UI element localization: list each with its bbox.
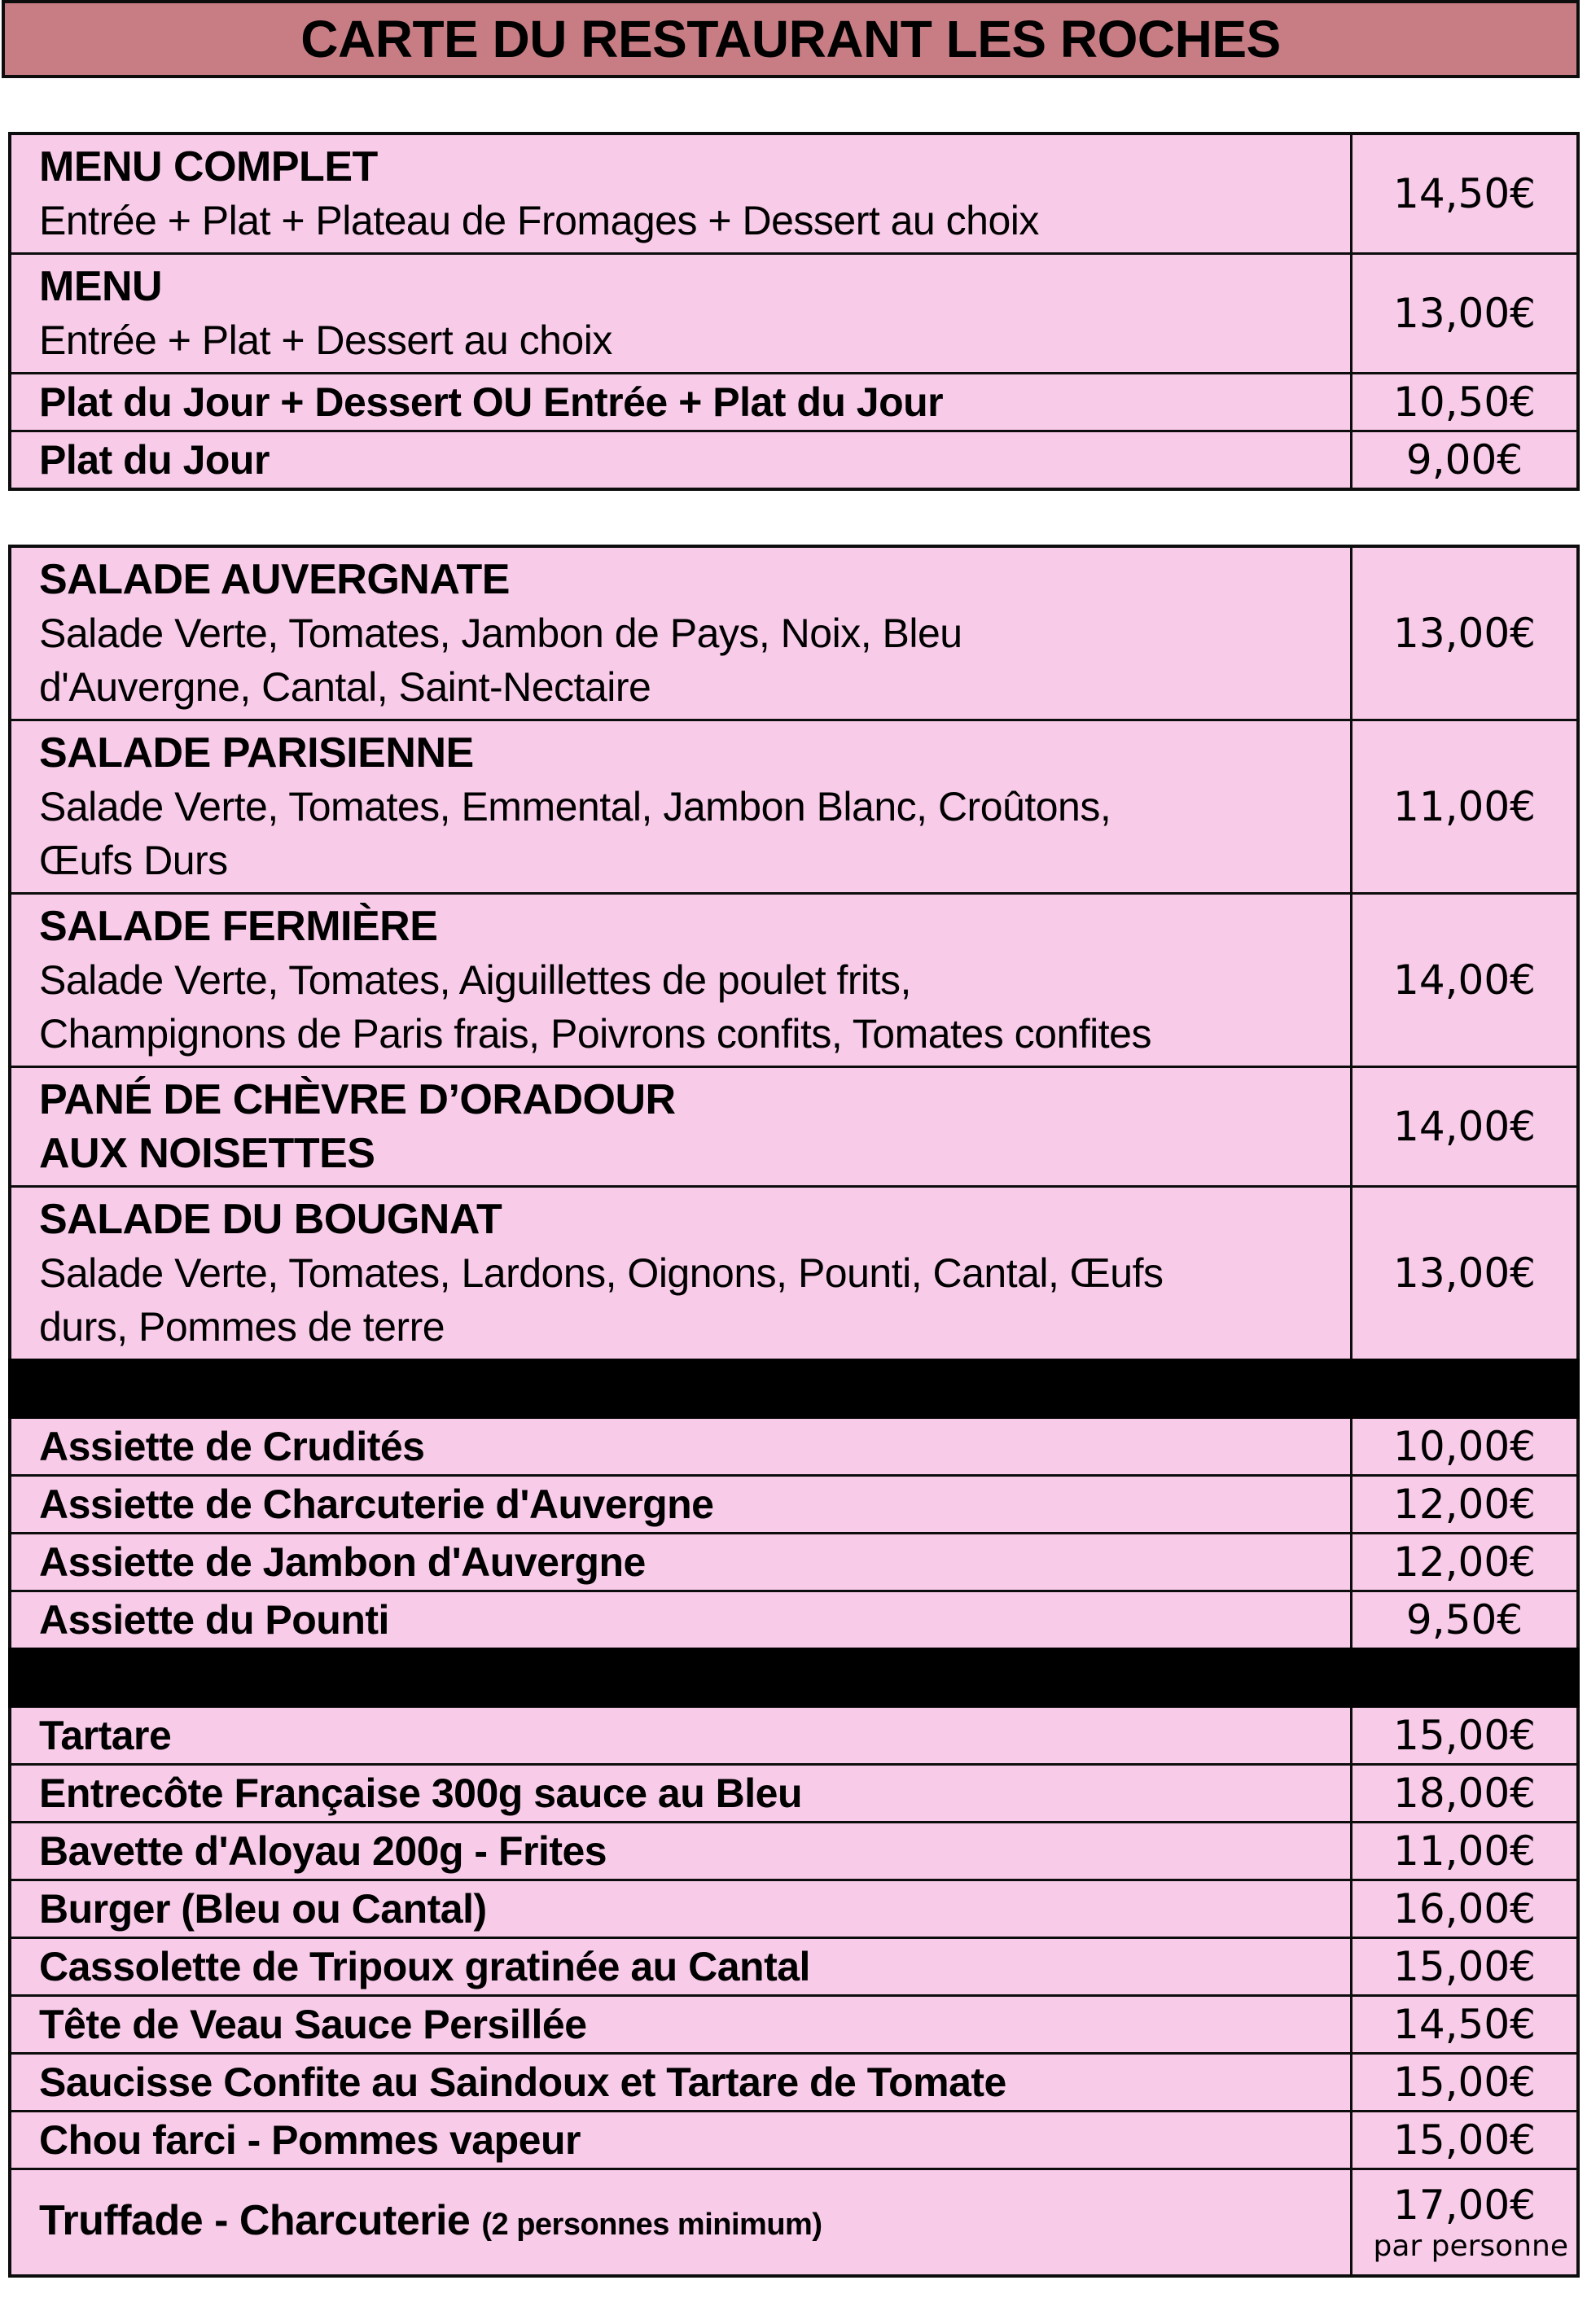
- item-price: 16,00€: [1350, 1881, 1576, 1937]
- item-price: 15,00€: [1350, 2112, 1576, 2168]
- item-desc: durs, Pommes de terre: [39, 1304, 445, 1350]
- item-name-line2: AUX NOISETTES: [39, 1130, 375, 1177]
- item-cell: [11, 432, 1350, 488]
- section-divider-band: [8, 1359, 1580, 1419]
- item-note: (2 personnes minimum): [481, 2207, 822, 2242]
- item-cell: [11, 1419, 1350, 1474]
- item-cell: [11, 1477, 1350, 1532]
- item-price: 9,50€: [1350, 1592, 1576, 1648]
- item-price: 11,00€: [1350, 721, 1576, 892]
- item-desc: d'Auvergne, Cantal, Saint-Nectaire: [39, 664, 651, 710]
- item-desc: Salade Verte, Tomates, Emmental, Jambon Blanc, Croûtons,: [39, 784, 1111, 829]
- item-cell: [11, 721, 1350, 892]
- table-row: [11, 372, 1576, 430]
- item-name: Plat du Jour + Dessert OU Entrée + Plat du Jour: [39, 379, 944, 425]
- item-cell: [11, 1766, 1350, 1821]
- table-row: [11, 1532, 1576, 1590]
- item-cell: [11, 2170, 1350, 2274]
- table-row: [11, 892, 1576, 1066]
- table-row: [11, 719, 1576, 892]
- assiettes-table: [8, 1419, 1580, 1648]
- item-name: Entrecôte Française 300g sauce au Bleu: [39, 1770, 802, 1816]
- item-name: SALADE FERMIÈRE: [39, 903, 438, 950]
- item-cell: [11, 374, 1350, 430]
- item-cell: [11, 548, 1350, 719]
- table-row: [11, 1590, 1576, 1648]
- item-cell: [11, 2055, 1350, 2110]
- item-name: SALADE DU BOUGNAT: [39, 1196, 502, 1243]
- item-cell: [11, 2112, 1350, 2168]
- item-name: SALADE AUVERGNATE: [39, 556, 510, 603]
- item-name: Bavette d'Aloyau 200g - Frites: [39, 1827, 607, 1874]
- item-name: MENU COMPLET: [39, 143, 378, 190]
- item-cell: [11, 255, 1350, 372]
- table-row: [11, 1185, 1576, 1359]
- table-row: [11, 2110, 1576, 2168]
- item-name: Assiette de Jambon d'Auvergne: [39, 1538, 646, 1585]
- item-cell: [11, 1997, 1350, 2052]
- item-cell: [11, 1939, 1350, 1994]
- table-row: [11, 1879, 1576, 1937]
- item-desc: Salade Verte, Tomates, Aiguillettes de poulet frits,: [39, 957, 911, 1003]
- item-cell: [11, 1592, 1350, 1648]
- table-row: [11, 548, 1576, 719]
- table-row: [11, 1474, 1576, 1532]
- item-price: 12,00€: [1350, 1534, 1576, 1590]
- item-price: 13,00€: [1350, 1188, 1576, 1359]
- item-price: 11,00€: [1350, 1823, 1576, 1879]
- menus-section: [8, 132, 1580, 491]
- item-cell: [11, 135, 1350, 252]
- item-cell: [11, 895, 1350, 1066]
- item-name: [39, 2194, 822, 2252]
- item-cell: [11, 1188, 1350, 1359]
- table-row: [11, 2168, 1576, 2274]
- table-row: [11, 1821, 1576, 1879]
- item-name: SALADE PARISIENNE: [39, 729, 474, 777]
- item-name: Assiette de Crudités: [39, 1423, 425, 1469]
- table-row: [11, 1708, 1576, 1763]
- item-price: 14,50€: [1350, 1997, 1576, 2052]
- item-desc: Salade Verte, Tomates, Jambon de Pays, Noix, Bleu: [39, 611, 962, 656]
- menus-table: [8, 132, 1580, 491]
- table-row: [11, 1419, 1576, 1474]
- item-name: Assiette du Pounti: [39, 1596, 389, 1643]
- item-name: Tartare: [39, 1712, 172, 1758]
- item-price: 17,00€: [1393, 2182, 1536, 2230]
- table-row: [11, 252, 1576, 372]
- item-name: Burger (Bleu ou Cantal): [39, 1885, 487, 1932]
- item-price-cell: [1350, 2170, 1576, 2274]
- item-desc: Salade Verte, Tomates, Lardons, Oignons, Pounti, Cantal, Œufs: [39, 1250, 1164, 1296]
- item-name: Assiette de Charcuterie d'Auvergne: [39, 1481, 714, 1527]
- item-price: 10,50€: [1350, 374, 1576, 430]
- item-desc: Entrée + Plat + Plateau de Fromages + Dessert au choix: [39, 198, 1039, 243]
- item-cell: [11, 1068, 1350, 1185]
- table-row: [11, 1994, 1576, 2052]
- item-price: 9,00€: [1350, 432, 1576, 488]
- price-note: par personne: [1373, 2230, 1568, 2264]
- item-price: 14,50€: [1350, 135, 1576, 252]
- item-name: Cassolette de Tripoux gratinée au Cantal: [39, 1943, 810, 1989]
- item-name: Tête de Veau Sauce Persillée: [39, 2001, 587, 2047]
- table-row: [11, 1763, 1576, 1821]
- item-price: 12,00€: [1350, 1477, 1576, 1532]
- item-name-text: Truffade - Charcuterie: [39, 2196, 471, 2244]
- section-divider-band: [8, 1648, 1580, 1708]
- table-row: [11, 135, 1576, 252]
- item-price: 13,00€: [1350, 548, 1576, 719]
- item-price: 18,00€: [1350, 1766, 1576, 1821]
- salades-table: [8, 545, 1580, 1359]
- item-price: 15,00€: [1350, 1939, 1576, 1994]
- item-cell: [11, 1708, 1350, 1763]
- item-desc: Entrée + Plat + Dessert au choix: [39, 317, 612, 363]
- item-desc: Œufs Durs: [39, 838, 228, 883]
- plats-table: [8, 1708, 1580, 2278]
- item-price: 10,00€: [1350, 1419, 1576, 1474]
- table-row: [11, 1937, 1576, 1994]
- item-price: 14,00€: [1350, 1068, 1576, 1185]
- table-row: [11, 1066, 1576, 1185]
- item-desc: Champignons de Paris frais, Poivrons confits, Tomates confites: [39, 1011, 1151, 1057]
- item-name: PANÉ DE CHÈVRE D’ORADOUR: [39, 1076, 676, 1123]
- item-cell: [11, 1534, 1350, 1590]
- page-title: CARTE DU RESTAURANT LES ROCHES: [300, 10, 1281, 68]
- item-name: Saucisse Confite au Saindoux et Tartare de Tomate: [39, 2059, 1006, 2105]
- item-price: 13,00€: [1350, 255, 1576, 372]
- table-row: [11, 2052, 1576, 2110]
- spacer: [0, 491, 1587, 545]
- page-header: [2, 0, 1580, 78]
- item-cell: [11, 1823, 1350, 1879]
- item-name: Chou farci - Pommes vapeur: [39, 2116, 581, 2163]
- item-price: 14,00€: [1350, 895, 1576, 1066]
- item-price: 15,00€: [1350, 1708, 1576, 1763]
- item-cell: [11, 1881, 1350, 1937]
- item-name: MENU: [39, 263, 163, 310]
- item-name: Plat du Jour: [39, 436, 270, 483]
- table-row: [11, 430, 1576, 488]
- spacer: [0, 78, 1587, 132]
- item-price: 15,00€: [1350, 2055, 1576, 2110]
- lower-sections: [8, 545, 1580, 2278]
